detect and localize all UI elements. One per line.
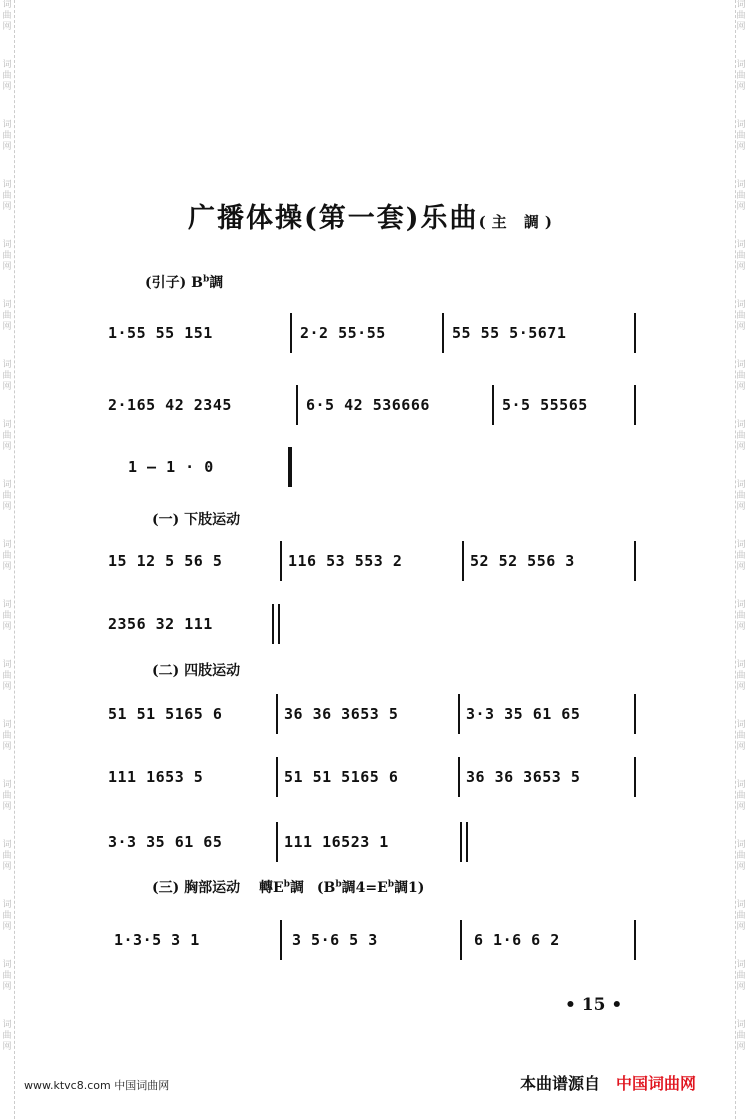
- barline: [634, 385, 636, 425]
- barline: [460, 920, 462, 960]
- watermark-text: 词 曲 网: [2, 540, 12, 572]
- measure: 111 1653 5: [108, 768, 204, 786]
- measure: 1·3·5 3 1: [114, 931, 200, 949]
- barline: [458, 757, 460, 797]
- barline: [280, 541, 282, 581]
- barline: [634, 541, 636, 581]
- barline: [634, 757, 636, 797]
- watermark-text: 词 曲 网: [736, 960, 746, 992]
- final-barline: [288, 447, 292, 487]
- barline: [466, 822, 468, 862]
- watermark-text: 词 曲 网: [2, 420, 12, 452]
- score-row-9: [108, 918, 638, 962]
- measure: 5·5 55565: [502, 396, 588, 414]
- score-row-4: [108, 539, 638, 583]
- watermark-text: 词 曲 网: [2, 60, 12, 92]
- measure: 6 1·6 6 2: [474, 931, 560, 949]
- measure: 52 52 556 3: [470, 552, 575, 570]
- measure: 111 16523 1: [284, 833, 389, 851]
- score-row-1: [108, 311, 638, 355]
- barline: [460, 822, 462, 862]
- watermark-text: 词 曲 网: [736, 360, 746, 392]
- score-row-3: [108, 445, 308, 489]
- barline: [296, 385, 298, 425]
- measure: 15 12 5 56 5: [108, 552, 223, 570]
- watermark-text: 词 曲 网: [2, 840, 12, 872]
- measure: 116 53 553 2: [288, 552, 403, 570]
- watermark-text: 词 曲 网: [736, 900, 746, 932]
- watermark-text: 词 曲 网: [736, 60, 746, 92]
- score-row-5: [108, 602, 288, 646]
- section-1-label: (一) 下肢运动: [152, 512, 241, 528]
- section-2-label: (二) 四肢运动: [152, 663, 241, 679]
- barline: [462, 541, 464, 581]
- watermark-text: 词 曲 网: [2, 360, 12, 392]
- barline: [290, 313, 292, 353]
- score-row-7: [108, 755, 638, 799]
- watermark-text: 词 曲 网: [736, 840, 746, 872]
- barline: [276, 757, 278, 797]
- barline: [278, 604, 280, 644]
- barline: [634, 694, 636, 734]
- score-row-2: [108, 383, 638, 427]
- watermark-text: 词 曲 网: [736, 660, 746, 692]
- watermark-text: 词 曲 网: [736, 300, 746, 332]
- footer-source: 本曲谱源自 中国词曲网: [520, 1074, 697, 1093]
- page-number: • 15 •: [565, 995, 623, 1015]
- barline: [280, 920, 282, 960]
- barline: [272, 604, 274, 644]
- watermark-text: 词 曲 网: [736, 480, 746, 512]
- watermark-text: 词 曲 网: [736, 1020, 746, 1052]
- measure: 3·3 35 61 65: [466, 705, 581, 723]
- watermark-text: 词 曲 网: [736, 600, 746, 632]
- measure: 1 — 1 · 0: [128, 458, 214, 476]
- brand-text: 中国词曲网: [616, 1074, 697, 1093]
- measure: 6·5 42 536666: [306, 396, 430, 414]
- score-row-8: [108, 820, 488, 864]
- measure: 1·55 55 151: [108, 324, 213, 342]
- measure: 55 55 5·5671: [452, 324, 567, 342]
- barline: [442, 313, 444, 353]
- barline: [276, 822, 278, 862]
- measure: 3 5·6 5 3: [292, 931, 378, 949]
- watermark-text: 词 曲 网: [736, 180, 746, 212]
- barline: [634, 920, 636, 960]
- score-row-6: [108, 692, 638, 736]
- barline: [492, 385, 494, 425]
- watermark-text: 词 曲 网: [2, 660, 12, 692]
- watermark-text: 词 曲 网: [736, 240, 746, 272]
- section-intro: (引子) $B^b$調: [145, 274, 224, 291]
- watermark-text: 词 曲 网: [2, 1020, 12, 1052]
- measure: 3·3 35 61 65: [108, 833, 223, 851]
- watermark-text: 词 曲 网: [2, 240, 12, 272]
- footer-site: www.ktvc8.com 中国词曲网: [24, 1079, 170, 1092]
- watermark-text: 词 曲 网: [2, 120, 12, 152]
- watermark-text: 词 曲 网: [736, 780, 746, 812]
- watermark-text: 词 曲 网: [2, 300, 12, 332]
- barline: [458, 694, 460, 734]
- measure: 2·2 55·55: [300, 324, 386, 342]
- watermark-text: 词 曲 网: [2, 780, 12, 812]
- watermark-text: 词 曲 网: [736, 540, 746, 572]
- watermark-text: 词 曲 网: [2, 720, 12, 752]
- watermark-text: 词 曲 网: [736, 420, 746, 452]
- title-key-note: (主 調): [478, 213, 558, 231]
- watermark-text: 词 曲 网: [736, 0, 746, 32]
- measure: 51 51 5165 6: [108, 705, 223, 723]
- watermark-text: 词 曲 网: [736, 720, 746, 752]
- watermark-text: 词 曲 网: [2, 0, 12, 32]
- title-main: 广播体操(第一套)乐曲: [188, 203, 479, 234]
- watermark-text: 词 曲 网: [2, 480, 12, 512]
- section-3-label: (三) 胸部运动 轉$E^b$調 ($B^b$調$4=E^b$調1): [152, 879, 425, 896]
- barline: [276, 694, 278, 734]
- page-title: [188, 196, 558, 235]
- measure: 36 36 3653 5: [466, 768, 581, 786]
- measure: 2·165 42 2345: [108, 396, 232, 414]
- watermark-text: 词 曲 网: [736, 120, 746, 152]
- watermark-text: 词 曲 网: [2, 180, 12, 212]
- watermark-text: 词 曲 网: [2, 600, 12, 632]
- barline: [634, 313, 636, 353]
- watermark-text: 词 曲 网: [2, 960, 12, 992]
- measure: 36 36 3653 5: [284, 705, 399, 723]
- watermark-text: 词 曲 网: [2, 900, 12, 932]
- measure: 51 51 5165 6: [284, 768, 399, 786]
- measure: 2356 32 111: [108, 615, 213, 633]
